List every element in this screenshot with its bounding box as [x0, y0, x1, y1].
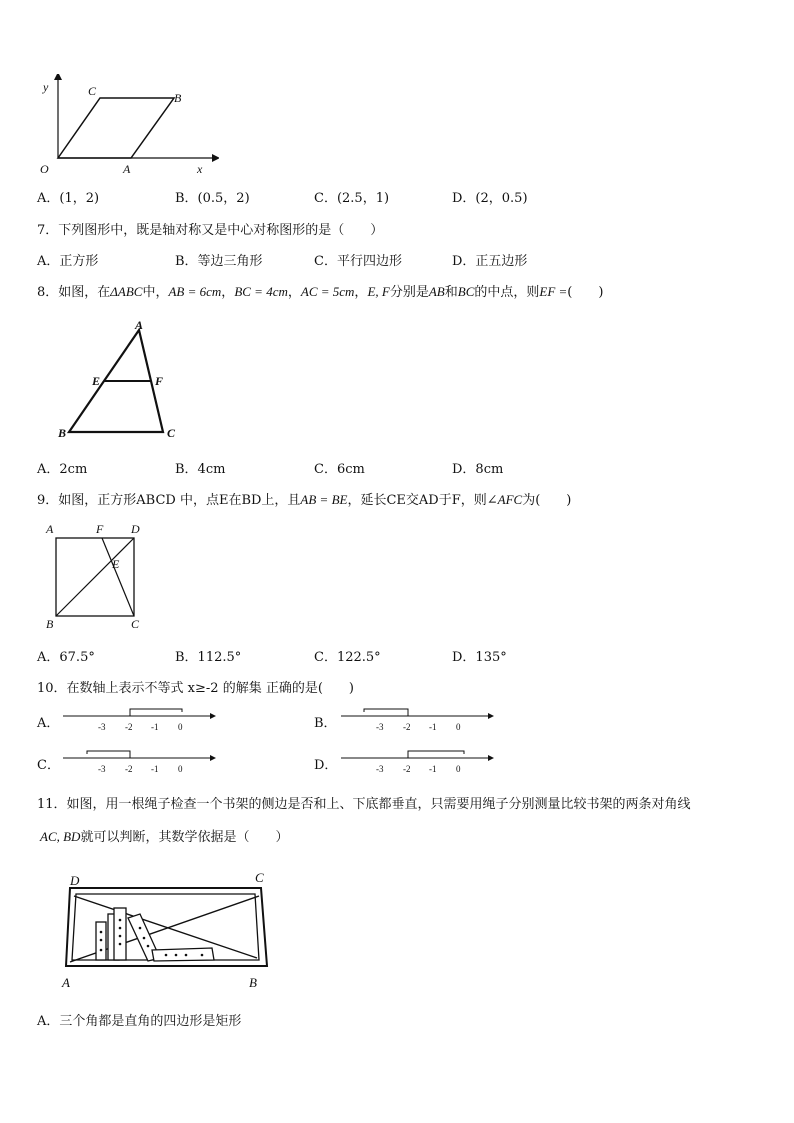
svg-text:0: 0 — [178, 764, 183, 774]
q8-option-a[interactable]: A．2cm — [37, 462, 88, 477]
q6-label-o: O — [40, 162, 49, 176]
q6-option-c[interactable]: C．(2.5，1) — [314, 191, 390, 206]
q6-option-b[interactable]: B．(0.5，2) — [175, 191, 250, 206]
q8-triangle-figure — [52, 318, 187, 443]
svg-text:-1: -1 — [429, 722, 437, 732]
q9-label-b: B — [46, 617, 54, 631]
q9-option-d[interactable]: D．135° — [452, 650, 507, 665]
svg-text:-1: -1 — [429, 764, 437, 774]
q6-label-b: B — [174, 91, 182, 105]
q11-book-3 — [114, 908, 126, 960]
svg-text:-1: -1 — [151, 764, 159, 774]
q8-label-b: B — [58, 426, 67, 440]
q11-label-d: D — [70, 873, 80, 888]
q9-option-c[interactable]: C．122.5° — [314, 650, 381, 665]
svg-text:-2: -2 — [125, 722, 133, 732]
q10-number-line-b[interactable] — [338, 704, 498, 734]
q11-bookshelf-figure — [56, 866, 281, 994]
svg-text:-3: -3 — [376, 722, 384, 732]
q11-label-b: B — [249, 975, 257, 990]
svg-text:-3: -3 — [98, 764, 106, 774]
q7-option-b[interactable]: B．等边三角形 — [175, 254, 263, 269]
q9-segment-cf — [102, 538, 134, 616]
q8-label-f: F — [155, 374, 164, 388]
q8-label-c: C — [167, 426, 176, 440]
q10-option-b-label[interactable]: B． — [314, 716, 337, 731]
q10-number-line-c[interactable] — [60, 746, 220, 776]
q9-label-f: F — [96, 522, 104, 536]
q9-option-b[interactable]: B．112.5° — [175, 650, 242, 665]
q8-label-e: E — [92, 374, 101, 388]
q10-number-line-d[interactable] — [338, 746, 498, 776]
q7-option-d[interactable]: D．正五边形 — [452, 254, 528, 269]
svg-text:0: 0 — [178, 722, 183, 732]
q9-square-figure — [40, 520, 150, 632]
q9-label-e: E — [112, 557, 120, 571]
q8-option-d[interactable]: D．8cm — [452, 462, 504, 477]
q11-label-a: A — [62, 975, 70, 990]
q6-option-d[interactable]: D．(2，0.5) — [452, 191, 528, 206]
svg-text:-2: -2 — [403, 722, 411, 732]
q7-option-c[interactable]: C．平行四边形 — [314, 254, 402, 269]
q8-label-a: A — [135, 318, 144, 332]
q6-label-x: x — [197, 162, 203, 176]
q8-option-c[interactable]: C．6cm — [314, 462, 365, 477]
q6-x-arrow — [212, 154, 219, 162]
q7-option-a[interactable]: A．正方形 — [37, 254, 99, 269]
q9-diagonal-bd — [56, 538, 134, 616]
q10-option-a-label[interactable]: A． — [37, 716, 60, 731]
svg-text:-2: -2 — [403, 764, 411, 774]
svg-text:-2: -2 — [125, 764, 133, 774]
q7-stem: 7．下列图形中，既是轴对称又是中心对称图形的是（ ） — [37, 223, 384, 238]
q10-stem: 10．在数轴上表示不等式 x≥-2 的解集 正确的是( ) — [37, 681, 354, 696]
q6-option-a[interactable]: A．(1，2) — [37, 191, 100, 206]
q6-label-y: y — [43, 80, 49, 94]
q9-option-a[interactable]: A．67.5° — [37, 650, 95, 665]
svg-text:-3: -3 — [98, 722, 106, 732]
q10-number-line-a[interactable] — [60, 704, 220, 734]
q6-coordinate-figure — [34, 74, 219, 182]
q6-label-a: A — [123, 162, 131, 176]
svg-text:-1: -1 — [151, 722, 159, 732]
q6-label-c: C — [88, 84, 97, 98]
q10-option-c-label[interactable]: C． — [37, 758, 60, 773]
svg-text:0: 0 — [456, 722, 461, 732]
q11-stem-line2: AC, BD就可以判断，其数学依据是（ ） — [40, 829, 289, 845]
q9-label-d: D — [131, 522, 140, 536]
q9-label-a: A — [46, 522, 54, 536]
q8-option-b[interactable]: B．4cm — [175, 462, 226, 477]
q11-book-lying — [152, 948, 214, 961]
q11-option-a[interactable]: A．三个角都是直角的四边形是矩形 — [37, 1014, 242, 1029]
svg-text:0: 0 — [456, 764, 461, 774]
svg-text:-3: -3 — [376, 764, 384, 774]
q6-y-arrow — [54, 74, 62, 80]
q8-stem: 8．如图，在ΔABC中，AB = 6cm，BC = 4cm，AC = 5cm，E, F分别是AB和BC的中点，则EF =( ) — [37, 284, 604, 300]
q10-option-d-label[interactable]: D． — [314, 758, 338, 773]
q9-label-c: C — [131, 617, 140, 631]
q6-parallelogram — [58, 98, 174, 158]
q11-label-c: C — [255, 870, 264, 885]
q11-stem-line1: 11．如图，用一根绳子检查一个书架的侧边是否和上、下底都垂直，只需要用绳子分别测量比较书架的两条对角线 — [37, 797, 691, 812]
q9-stem: 9．如图，正方形ABCD 中，点E在BD上，且AB = BE，延长CE交AD于F，则∠AFC为( ) — [37, 492, 572, 508]
